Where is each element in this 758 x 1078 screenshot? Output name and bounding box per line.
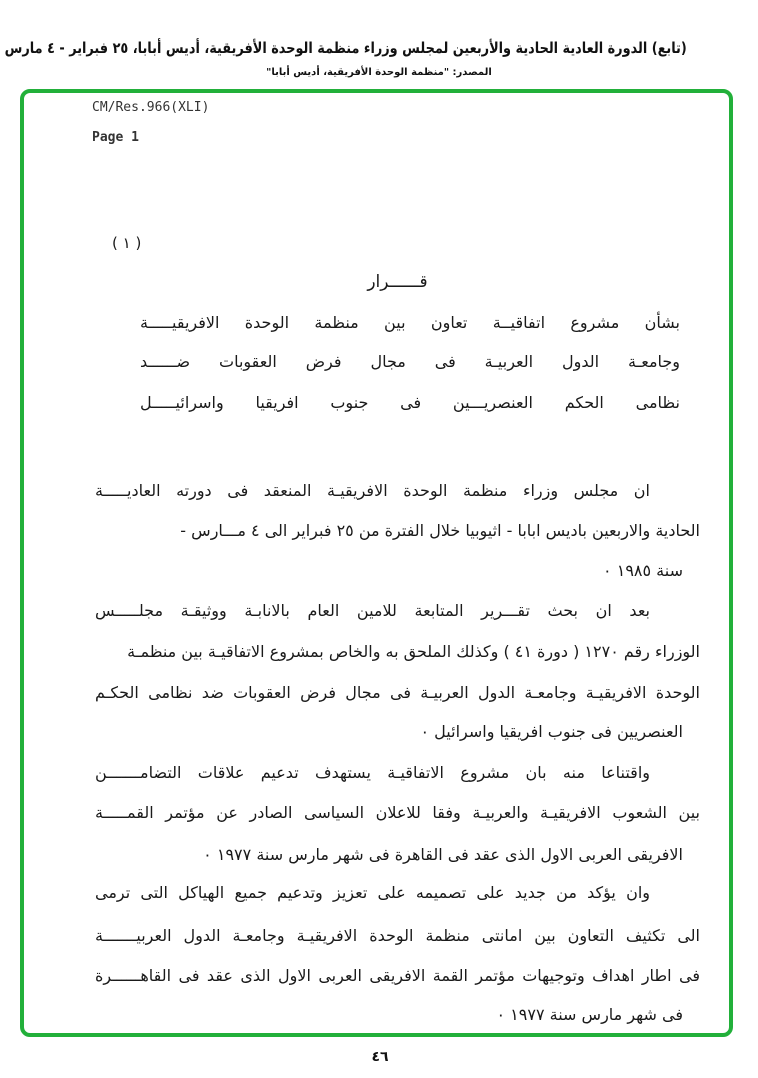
- body-line: الوحدة الافريقيـة وجامعـة الدول العربيـة فى مجال فرض العقوبات ضد نظامى الحكـم: [95, 683, 700, 702]
- body-line: العنصريين فى جنوب افريقيا واسرائيل ٠: [420, 722, 683, 741]
- resolution-heading: قــــــرار: [367, 272, 428, 292]
- subject-line: بشأن مشروع اتفاقيــة تعاون بين منظمة الوحدة الافريقيـــــة: [140, 313, 680, 332]
- body-line: الى تكثيف التعاون بين امانتى منظمة الوحدة الافريقيـة وجامعـة الدول العربيـــــــة: [95, 926, 700, 945]
- resolution-number: ( ١ ): [112, 234, 142, 252]
- body-line: فى اطار اهداف وتوجيهات مؤتمر القمة الافريقى العربى الاول الذى عقد فى القاهــــــرة: [95, 966, 700, 985]
- body-line: بين الشعوب الافريقيـة والعربيـة وفقا للاعلان السياسى الصادر عن مؤتمر القمـــــة: [95, 803, 700, 822]
- body-line: وان يؤكد من جديد على تصميمه على تعزيز وتدعيم جميع الهياكل التى ترمى: [95, 883, 650, 902]
- page-label: Page 1: [92, 130, 139, 145]
- body-line: بعد ان بحث تقـــرير المتابعة للامين العام بالانابـة ووثيقـة مجلـــــس: [95, 601, 650, 620]
- document-source: المصدر: "منظمة الوحدة الأفريقية، أديس أبابا": [266, 67, 492, 78]
- body-line: الافريقى العربى الاول الذى عقد فى القاهرة فى شهر مارس سنة ١٩٧٧ ٠: [203, 845, 683, 864]
- body-line: الحادية والاربعين باديس ابابا - اثيوبيا خلال الفترة من ٢٥ فبراير الى ٤ مـــارس -: [180, 521, 700, 540]
- page-number: ٤٦: [371, 1049, 389, 1065]
- body-line: فى شهر مارس سنة ١٩٧٧ ٠: [496, 1005, 683, 1024]
- body-line: سنة ١٩٨٥ ٠: [603, 561, 683, 580]
- body-line: الوزراء رقم ١٢٧٠ ( دورة ٤١ ) وكذلك الملحق به والخاص بمشروع الاتفاقيـة بين منظمـة: [127, 642, 700, 661]
- resolution-reference: CM/Res.966(XLI): [92, 100, 210, 115]
- subject-line: نظامى الحكم العنصريـــين فى جنوب افريقيا واسرائيـــــل: [140, 393, 680, 412]
- document-header-title: (تابع) الدورة العادية الحادية والأربعين لمجلس وزراء منظمة الوحدة الأفريقية، أديس أبابا، ٢٥ فبراير - ٤ مارس: [4, 39, 687, 57]
- body-line: واقتناعا منه بان مشروع الاتفاقيـة يستهدف تدعيم علاقات التضامـــــــن: [95, 763, 650, 782]
- subject-line: وجامعـة الدول العربيـة فى مجال فرض العقوبات ضــــــد: [140, 352, 680, 371]
- body-line: ان مجلس وزراء منظمة الوحدة الافريقيـة المنعقد فى دورته العاديـــــة: [95, 481, 650, 500]
